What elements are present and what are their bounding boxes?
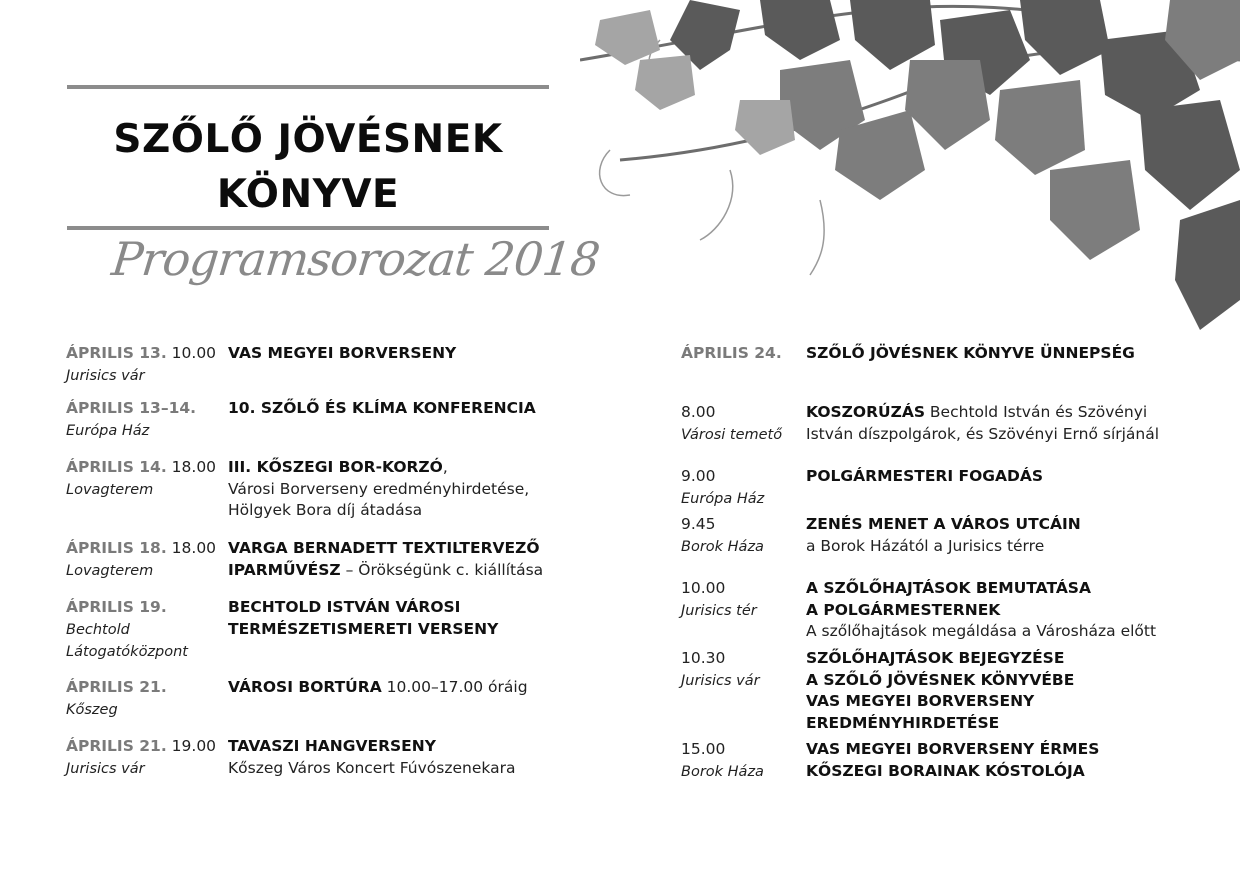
event-title: TERMÉSZETISMERETI VERSENY	[228, 619, 499, 638]
event-time: 18.00	[171, 458, 217, 476]
event-desc: a Borok Házától a Jurisics térre	[806, 536, 1045, 555]
event-date: ÁPRILIS 21.	[66, 678, 167, 696]
event-title: VAS MEGYEI BORVERSENY	[228, 344, 457, 362]
event-desc: A szőlőhajtások megáldása a Városháza előtt	[806, 622, 1157, 640]
event-desc: Hölgyek Bora díj átadása	[228, 501, 423, 519]
event-title-tail: 10.00–17.00 óráig	[381, 678, 528, 696]
event-title: IPARMŰVÉSZ	[228, 560, 341, 579]
day-date: ÁPRILIS 24.	[681, 344, 782, 362]
event-place: Lovagterem	[66, 562, 154, 579]
event-date: ÁPRILIS 14.	[66, 458, 167, 476]
event-title: VAS MEGYEI BORVERSENY	[806, 692, 1035, 710]
event-place: Jurisics vár	[66, 760, 145, 777]
event-title: EREDMÉNYHIRDETÉSE	[806, 713, 1000, 732]
event-place: Jurisics vár	[681, 672, 760, 689]
event-place: Kőszeg	[66, 701, 118, 718]
event-date: ÁPRILIS 19.	[66, 598, 167, 616]
event-title: ZENÉS MENET A VÁROS UTCÁIN	[806, 515, 1081, 533]
event-title: VARGA BERNADETT TEXTILTERVEZŐ	[228, 539, 540, 557]
grape-vine-leaves-icon	[580, 0, 1240, 340]
page-title	[67, 112, 549, 222]
event-place: Városi temető	[681, 426, 783, 443]
event-desc: Kőszeg Város Koncert Fúvószenekara	[228, 758, 516, 777]
event-time: 10.30	[681, 649, 726, 667]
subtitle: Programsorozat 2018	[109, 232, 602, 286]
event-title: SZŐLŐHAJTÁSOK BEJEGYZÉSE	[806, 649, 1065, 667]
event-place: Borok Háza	[681, 763, 764, 780]
event-title: 10. SZŐLŐ ÉS KLÍMA KONFERENCIA	[228, 399, 536, 417]
event-place: Lovagterem	[66, 481, 154, 498]
event-desc: István díszpolgárok, és Szövényi Ernő sírjánál	[806, 424, 1160, 443]
event-time: 9.45	[681, 515, 716, 533]
event-place: Látogatóközpont	[66, 644, 188, 660]
event-time: 15.00	[681, 740, 726, 758]
event-time: 19.00	[171, 737, 217, 755]
event-time: 9.00	[681, 467, 716, 485]
day-title: SZŐLŐ JÖVÉSNEK KÖNYVE ÜNNEPSÉG	[806, 344, 1135, 362]
event-place: Borok Háza	[681, 538, 764, 555]
event-title: VÁROSI BORTÚRA	[228, 678, 382, 696]
title-line-2: KÖNYVE	[216, 172, 400, 217]
event-title: KOSZORÚZÁS	[806, 403, 925, 421]
event-place: Jurisics tér	[681, 602, 757, 619]
event-title: KŐSZEGI BORAINAK KÓSTOLÓJA	[806, 761, 1085, 780]
event-title: A POLGÁRMESTERNEK	[806, 600, 1001, 619]
event-desc: Városi Borverseny eredményhirdetése,	[228, 479, 530, 498]
event-date: ÁPRILIS 21.	[66, 737, 167, 755]
event-title: VAS MEGYEI BORVERSENY ÉRMES	[806, 740, 1100, 758]
event-date: ÁPRILIS 13.	[66, 344, 167, 362]
event-place: Bechtold	[66, 621, 130, 638]
event-title-tail: ,	[442, 458, 448, 476]
event-place: Európa Ház	[681, 490, 765, 507]
event-date: ÁPRILIS 18.	[66, 539, 167, 557]
event-title: III. KŐSZEGI BOR-KORZÓ	[228, 458, 443, 476]
event-title: TAVASZI HANGVERSENY	[228, 737, 436, 755]
event-title-tail: Bechtold István és Szövényi	[925, 403, 1148, 421]
top-rule	[67, 85, 549, 89]
title-line-1: SZŐLŐ JÖVÉSNEK	[113, 117, 503, 162]
event-title: POLGÁRMESTERI FOGADÁS	[806, 467, 1044, 485]
event-date: ÁPRILIS 13–14.	[66, 399, 197, 417]
event-time: 10.00	[171, 344, 217, 362]
event-title: A SZŐLŐHAJTÁSOK BEMUTATÁSA	[806, 579, 1091, 597]
event-title: BECHTOLD ISTVÁN VÁROSI	[228, 598, 461, 616]
event-title: A SZŐLŐ JÖVÉSNEK KÖNYVÉBE	[806, 670, 1075, 689]
event-title-tail: – Örökségünk c. kiállítása	[340, 560, 544, 579]
event-time: 8.00	[681, 403, 716, 421]
bottom-rule	[67, 226, 549, 230]
event-time: 10.00	[681, 579, 726, 597]
event-place: Jurisics vár	[66, 367, 145, 384]
event-place: Európa Ház	[66, 422, 150, 439]
event-time: 18.00	[171, 539, 217, 557]
